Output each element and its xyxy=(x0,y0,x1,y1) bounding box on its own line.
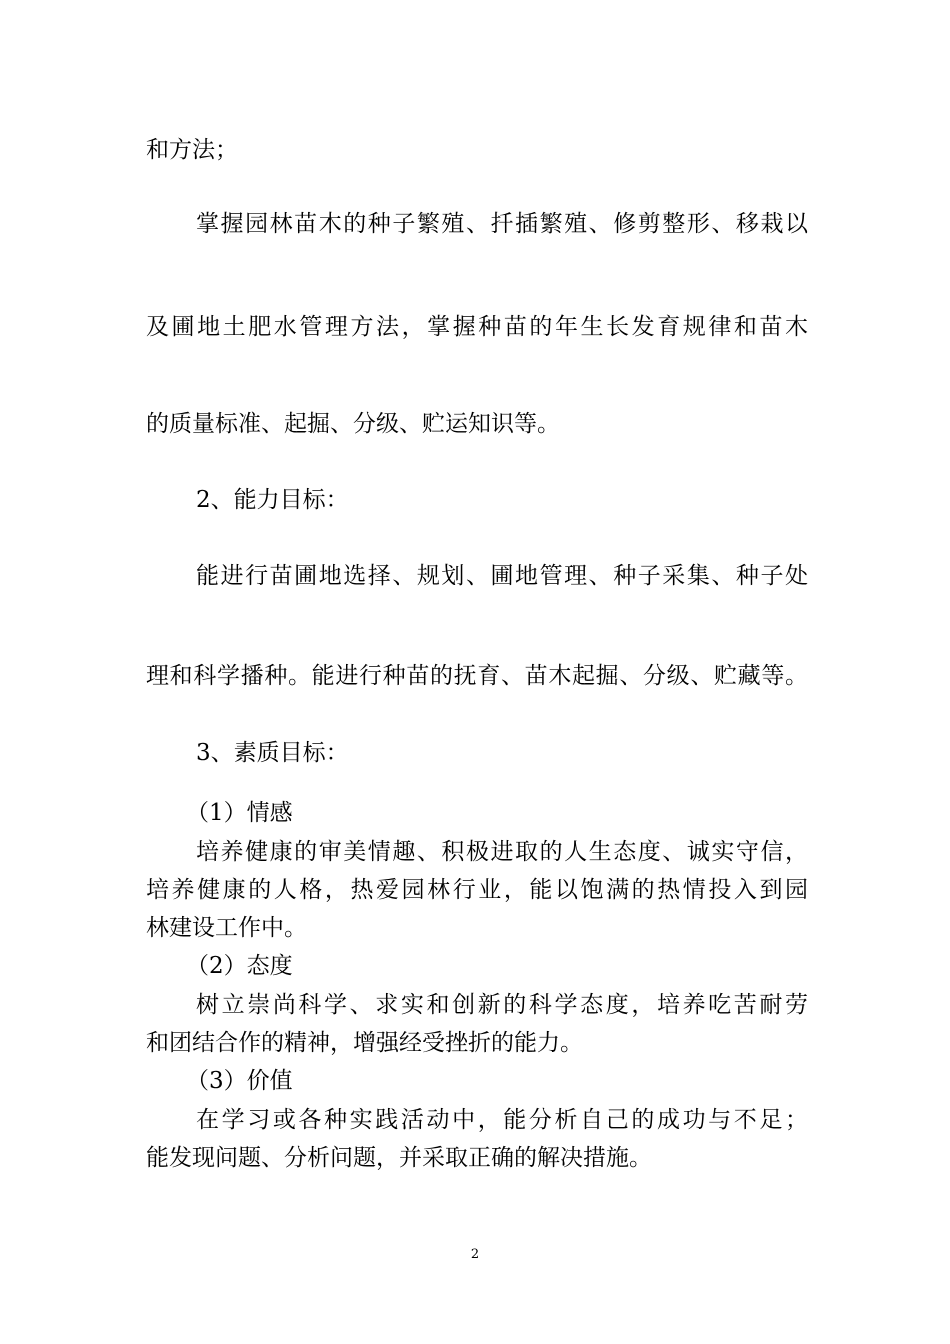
text-line: 培养健康的人格，热爱园林行业，能以饱满的热情投入到园 xyxy=(146,877,808,903)
text-line: 和团结合作的精神，增强经受挫折的能力。 xyxy=(146,1030,583,1056)
subsection-heading: （3）价值 xyxy=(186,1068,293,1094)
subsection-heading: （1）情感 xyxy=(186,800,293,826)
section-heading: 2、能力目标： xyxy=(196,487,349,513)
text-line: 的质量标准、起掘、分级、贮运知识等。 xyxy=(146,411,560,437)
section-heading: 3、素质目标： xyxy=(196,740,349,766)
text-line: 掌握园林苗木的种子繁殖、扦插繁殖、修剪整形、移栽以 xyxy=(196,211,808,237)
text-line: 理和科学播种。能进行种苗的抚育、苗木起掘、分级、贮藏等。 xyxy=(146,663,808,689)
page-number: 2 xyxy=(470,1247,480,1262)
text-line: 能发现问题、分析问题，并采取正确的解决措施。 xyxy=(146,1145,652,1171)
text-line: 能进行苗圃地选择、规划、圃地管理、种子采集、种子处 xyxy=(196,563,808,589)
text-line: 培养健康的审美情趣、积极进取的人生态度、诚实守信， xyxy=(196,839,808,865)
text-line: 及圃地土肥水管理方法，掌握种苗的年生长发育规律和苗木 xyxy=(146,314,808,340)
subsection-heading: （2）态度 xyxy=(186,953,293,979)
text-line: 和方法； xyxy=(146,137,238,163)
text-line: 林建设工作中。 xyxy=(146,915,307,941)
text-line: 在学习或各种实践活动中，能分析自己的成功与不足； xyxy=(196,1107,808,1133)
text-line: 树立崇尚科学、求实和创新的科学态度，培养吃苦耐劳 xyxy=(196,992,808,1018)
